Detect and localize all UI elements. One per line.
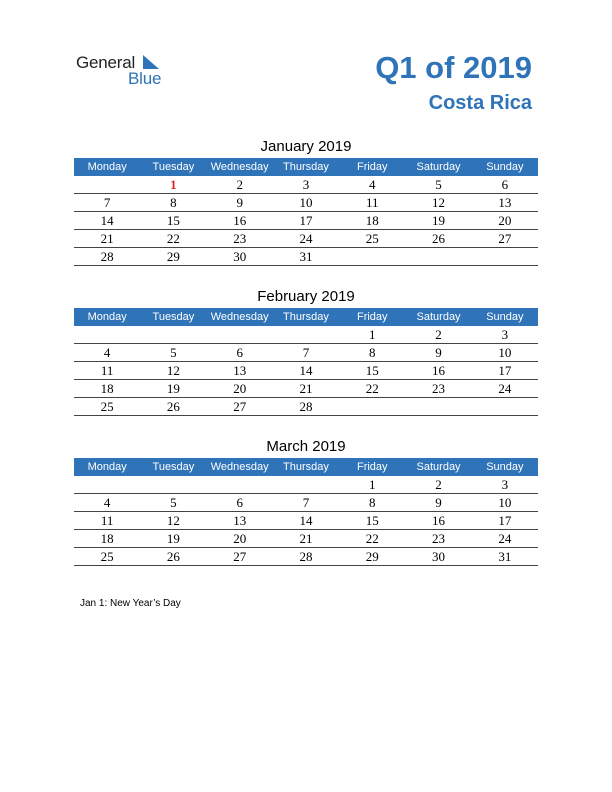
day-cell: 12 <box>405 194 471 212</box>
day-cell: 2 <box>207 176 273 194</box>
day-cell: 16 <box>405 512 471 530</box>
weekday-header: Friday <box>339 458 405 476</box>
day-cell: 24 <box>472 380 538 398</box>
day-cell: 30 <box>405 548 471 566</box>
day-cell: 19 <box>405 212 471 230</box>
day-cell: 7 <box>74 194 140 212</box>
page-title: Q1 of 2019 <box>375 50 532 85</box>
month-table <box>74 158 538 266</box>
weekday-header: Friday <box>339 158 405 176</box>
day-cell: 14 <box>74 212 140 230</box>
week-row <box>74 548 538 566</box>
day-cell: 1 <box>339 476 405 494</box>
day-cell: 16 <box>207 212 273 230</box>
day-cell: 27 <box>207 548 273 566</box>
day-cell: 6 <box>207 494 273 512</box>
day-cell: 15 <box>140 212 206 230</box>
empty-day-cell <box>405 398 471 416</box>
day-cell: 24 <box>273 230 339 248</box>
day-cell: 5 <box>140 494 206 512</box>
day-cell: 31 <box>472 548 538 566</box>
day-cell: 25 <box>74 548 140 566</box>
day-cell: 5 <box>140 344 206 362</box>
day-cell: 11 <box>74 512 140 530</box>
day-cell: 8 <box>140 194 206 212</box>
day-cell: 29 <box>339 548 405 566</box>
empty-day-cell <box>339 248 405 266</box>
empty-day-cell <box>472 398 538 416</box>
day-cell: 20 <box>207 380 273 398</box>
day-cell: 24 <box>472 530 538 548</box>
week-row <box>74 362 538 380</box>
day-cell: 15 <box>339 512 405 530</box>
day-cell: 25 <box>74 398 140 416</box>
weekday-header: Monday <box>74 308 140 326</box>
week-row <box>74 398 538 416</box>
week-row <box>74 176 538 194</box>
empty-day-cell <box>273 476 339 494</box>
day-cell: 2 <box>405 326 471 344</box>
day-cell: 22 <box>140 230 206 248</box>
month-title: March 2019 <box>266 438 346 455</box>
weekday-header: Wednesday <box>207 158 273 176</box>
empty-day-cell <box>140 326 206 344</box>
weekday-header: Thursday <box>273 308 339 326</box>
day-cell: 13 <box>472 194 538 212</box>
week-row <box>74 194 538 212</box>
day-cell: 7 <box>273 344 339 362</box>
day-cell: 16 <box>405 362 471 380</box>
day-cell: 2 <box>405 476 471 494</box>
week-row <box>74 380 538 398</box>
week-row <box>74 212 538 230</box>
day-cell: 6 <box>207 344 273 362</box>
weekday-header: Friday <box>339 308 405 326</box>
day-cell: 4 <box>339 176 405 194</box>
month-march <box>74 436 538 566</box>
day-cell: 11 <box>74 362 140 380</box>
logo-text-general: General <box>76 53 136 72</box>
week-row <box>74 344 538 362</box>
day-cell: 25 <box>339 230 405 248</box>
day-cell: 19 <box>140 380 206 398</box>
empty-day-cell <box>74 476 140 494</box>
day-cell: 8 <box>339 494 405 512</box>
week-row <box>74 530 538 548</box>
empty-day-cell <box>74 326 140 344</box>
day-cell: 19 <box>140 530 206 548</box>
weekday-header: Tuesday <box>140 158 206 176</box>
day-cell: 1 <box>140 176 206 194</box>
day-cell: 3 <box>472 326 538 344</box>
weekday-header: Sunday <box>472 308 538 326</box>
day-cell: 31 <box>273 248 339 266</box>
empty-day-cell <box>273 326 339 344</box>
day-cell: 11 <box>339 194 405 212</box>
day-cell: 4 <box>74 494 140 512</box>
day-cell: 10 <box>273 194 339 212</box>
day-cell: 14 <box>273 512 339 530</box>
day-cell: 9 <box>405 494 471 512</box>
week-row <box>74 326 538 344</box>
month-february <box>74 286 538 416</box>
day-cell: 17 <box>273 212 339 230</box>
triangle-flag-icon <box>142 54 160 70</box>
empty-day-cell <box>207 326 273 344</box>
day-cell: 21 <box>273 530 339 548</box>
weekday-header: Saturday <box>405 308 471 326</box>
day-cell: 30 <box>207 248 273 266</box>
empty-day-cell <box>74 176 140 194</box>
week-row <box>74 476 538 494</box>
day-cell: 4 <box>74 344 140 362</box>
day-cell: 7 <box>273 494 339 512</box>
day-cell: 3 <box>273 176 339 194</box>
weekday-header: Monday <box>74 458 140 476</box>
day-cell: 23 <box>405 380 471 398</box>
day-cell: 5 <box>405 176 471 194</box>
month-title: January 2019 <box>260 138 352 155</box>
weekday-header: Thursday <box>273 458 339 476</box>
day-cell: 26 <box>140 398 206 416</box>
holiday-note: Jan 1: New Year’s Day <box>80 598 181 609</box>
day-cell: 28 <box>273 548 339 566</box>
week-row <box>74 248 538 266</box>
week-row <box>74 494 538 512</box>
day-cell: 12 <box>140 362 206 380</box>
day-cell: 9 <box>405 344 471 362</box>
weekday-header: Wednesday <box>207 458 273 476</box>
holiday-notes <box>80 598 181 609</box>
day-cell: 17 <box>472 362 538 380</box>
day-cell: 20 <box>472 212 538 230</box>
month-january <box>74 136 538 266</box>
empty-day-cell <box>472 248 538 266</box>
day-cell: 22 <box>339 530 405 548</box>
month-table <box>74 308 538 416</box>
day-cell: 9 <box>207 194 273 212</box>
day-cell: 10 <box>472 344 538 362</box>
day-cell: 28 <box>273 398 339 416</box>
weekday-header: Wednesday <box>207 308 273 326</box>
day-cell: 23 <box>405 530 471 548</box>
empty-day-cell <box>405 248 471 266</box>
day-cell: 28 <box>74 248 140 266</box>
weekday-header: Tuesday <box>140 458 206 476</box>
day-cell: 13 <box>207 512 273 530</box>
month-table <box>74 458 538 566</box>
month-title: February 2019 <box>257 288 355 305</box>
day-cell: 23 <box>207 230 273 248</box>
weekday-header: Saturday <box>405 458 471 476</box>
day-cell: 18 <box>339 212 405 230</box>
day-cell: 29 <box>140 248 206 266</box>
weekday-header: Thursday <box>273 158 339 176</box>
day-cell: 15 <box>339 362 405 380</box>
weekday-header: Tuesday <box>140 308 206 326</box>
empty-day-cell <box>140 476 206 494</box>
day-cell: 26 <box>140 548 206 566</box>
day-cell: 17 <box>472 512 538 530</box>
day-cell: 21 <box>74 230 140 248</box>
day-cell: 18 <box>74 530 140 548</box>
day-cell: 22 <box>339 380 405 398</box>
day-cell: 10 <box>472 494 538 512</box>
country-name: Costa Rica <box>428 92 532 114</box>
week-row <box>74 230 538 248</box>
weekday-header: Sunday <box>472 458 538 476</box>
day-cell: 27 <box>472 230 538 248</box>
day-cell: 27 <box>207 398 273 416</box>
logo-text-blue: Blue <box>128 69 162 88</box>
day-cell: 14 <box>273 362 339 380</box>
day-cell: 20 <box>207 530 273 548</box>
day-cell: 26 <box>405 230 471 248</box>
day-cell: 18 <box>74 380 140 398</box>
day-cell: 6 <box>472 176 538 194</box>
week-row <box>74 512 538 530</box>
weekday-header: Saturday <box>405 158 471 176</box>
day-cell: 13 <box>207 362 273 380</box>
day-cell: 3 <box>472 476 538 494</box>
day-cell: 12 <box>140 512 206 530</box>
weekday-header: Sunday <box>472 158 538 176</box>
day-cell: 8 <box>339 344 405 362</box>
weekday-header: Monday <box>74 158 140 176</box>
empty-day-cell <box>339 398 405 416</box>
day-cell: 1 <box>339 326 405 344</box>
brand-logo <box>76 52 176 88</box>
empty-day-cell <box>207 476 273 494</box>
day-cell: 21 <box>273 380 339 398</box>
